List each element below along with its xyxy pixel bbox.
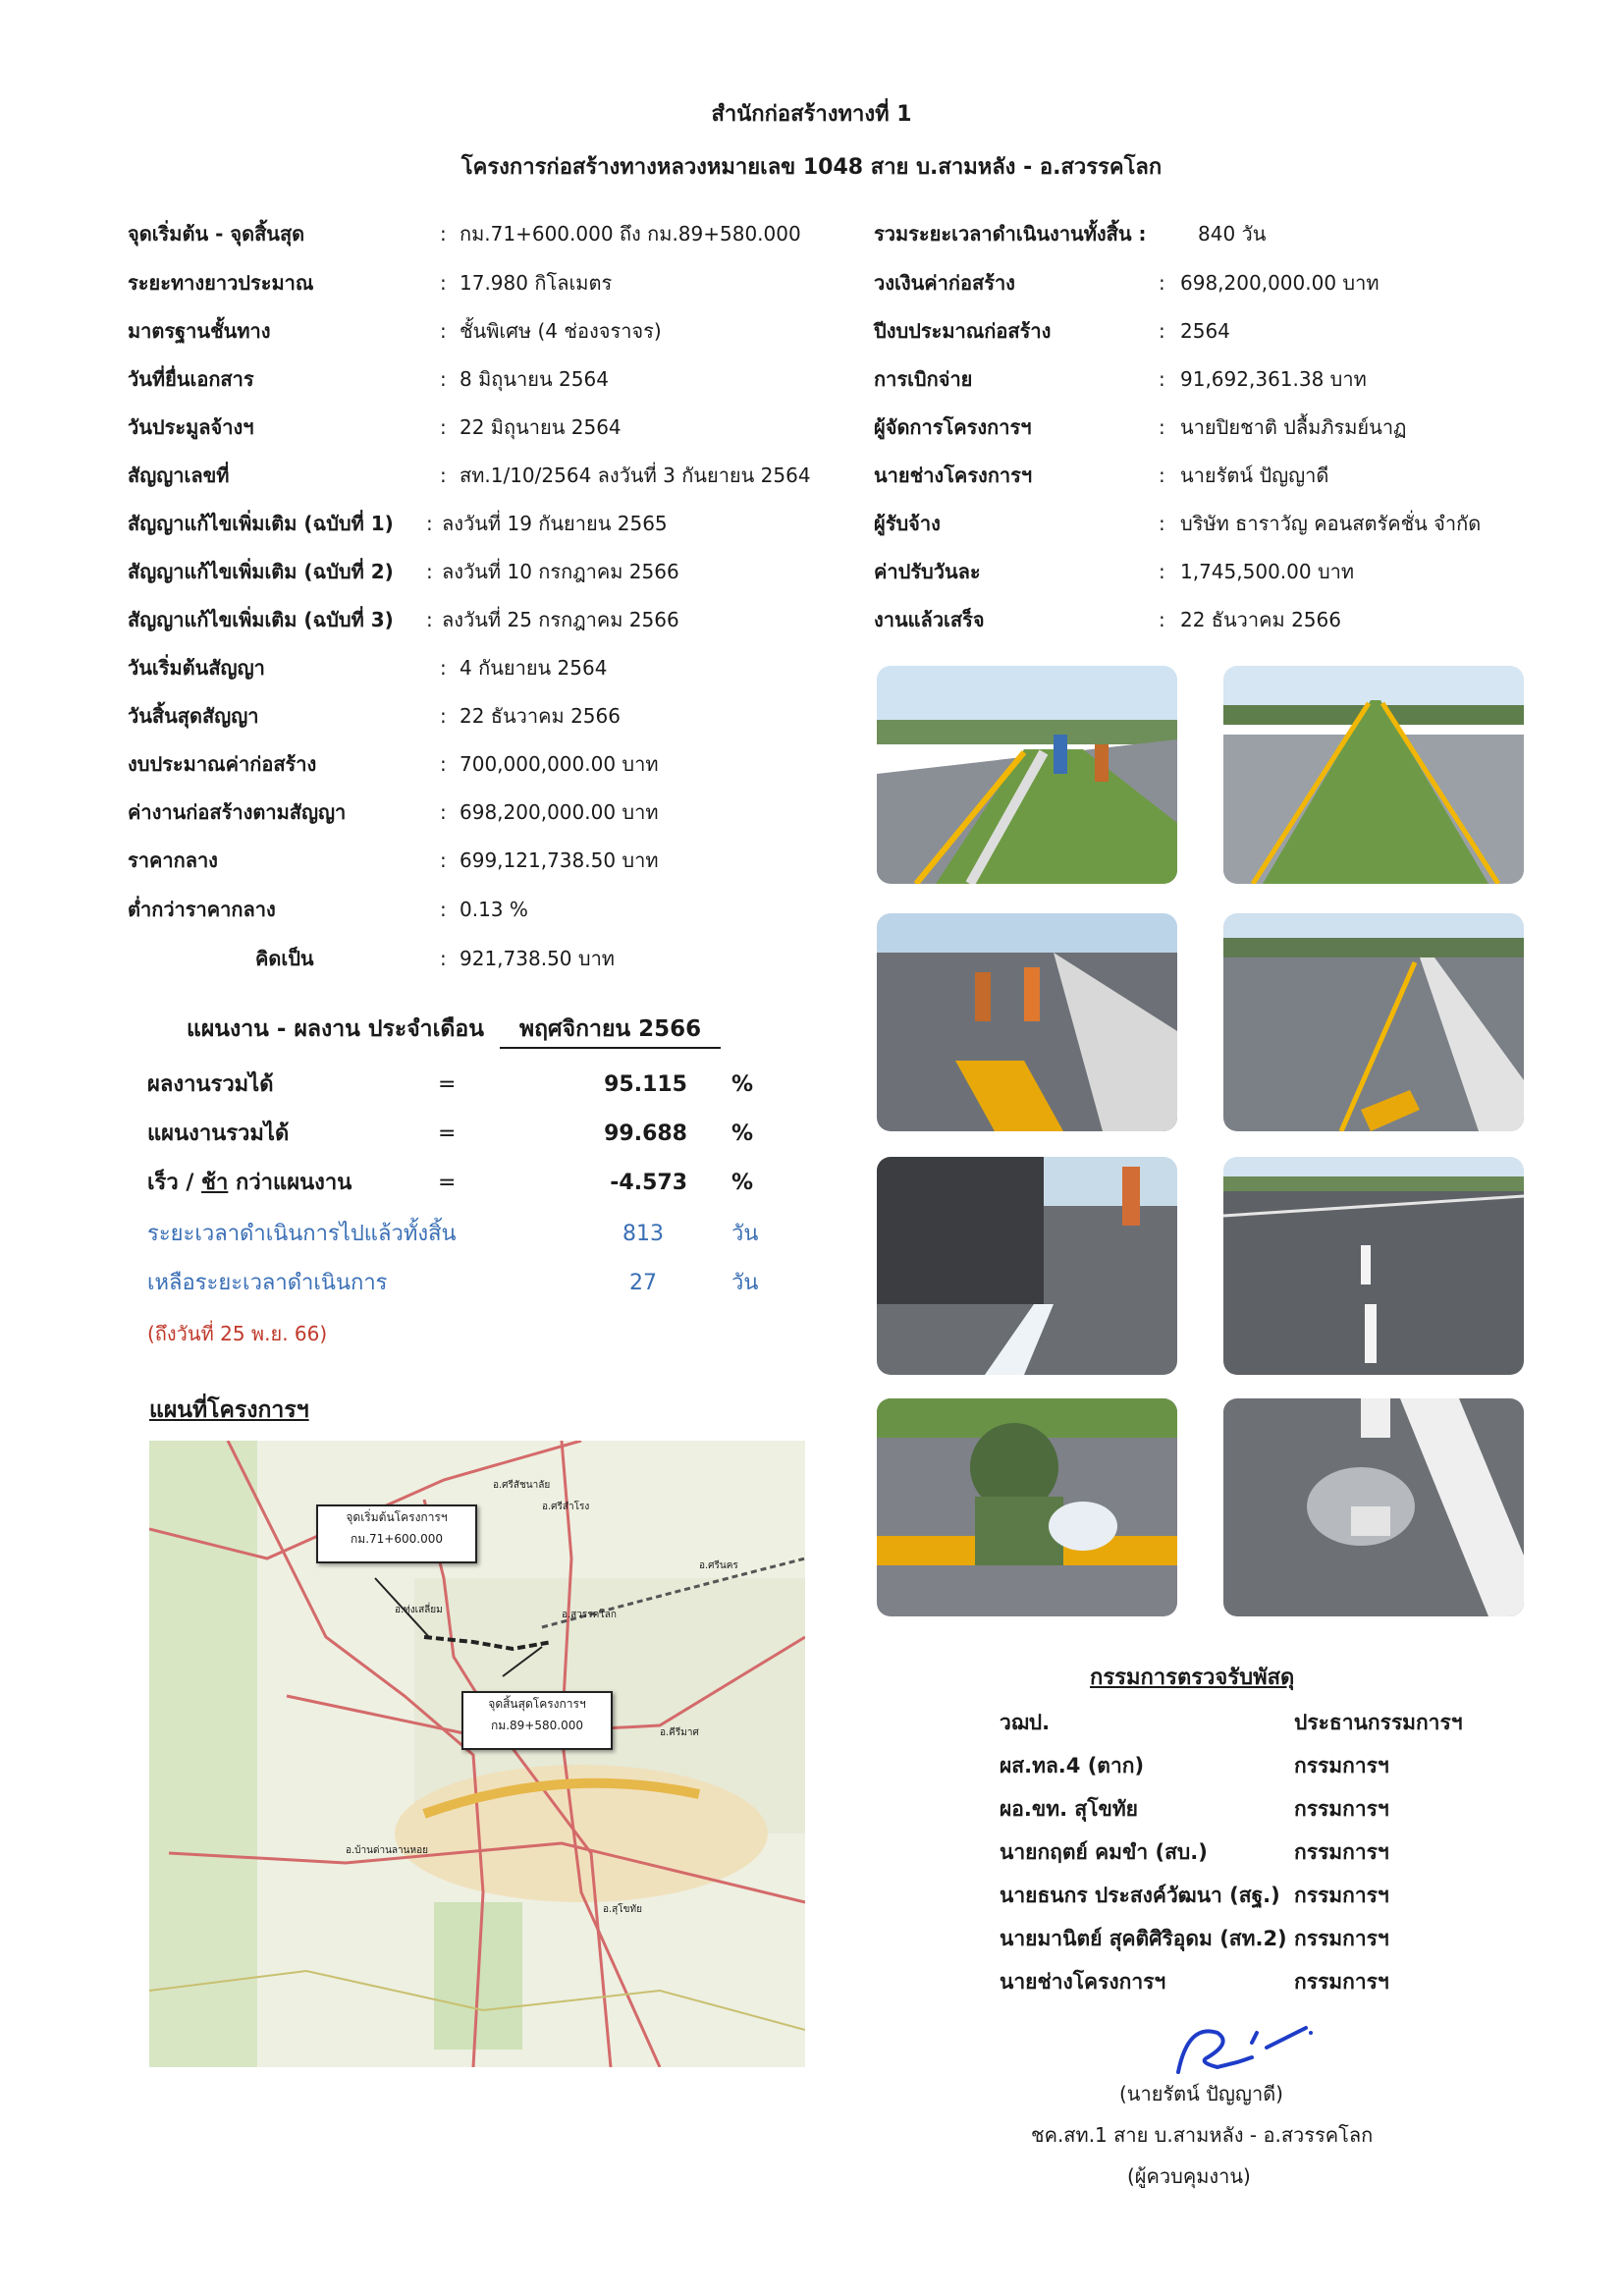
info-value: 8 มิถุนายน 2564 bbox=[460, 367, 609, 391]
info-value: ลงวันที่ 19 กันยายน 2565 bbox=[442, 512, 668, 535]
signature-role: (ผู้ควบคุมงาน) bbox=[1127, 2164, 1251, 2188]
info-value: 4 กันยายน 2564 bbox=[460, 656, 608, 680]
info-label: มาตรฐานชั้นทาง bbox=[128, 319, 271, 343]
signature-position: ชค.สท.1 สาย บ.สามหลัง - อ.สวรรคโลก bbox=[1031, 2123, 1374, 2147]
info-value: ลงวันที่ 10 กรกฎาคม 2566 bbox=[442, 560, 679, 583]
delay-slow: ช้า bbox=[201, 1171, 229, 1195]
info-label: สัญญาแก้ไขเพิ่มเติม (ฉบับที่ 1) bbox=[128, 512, 394, 535]
map-start-box bbox=[316, 1504, 477, 1563]
elapsed-unit: วัน bbox=[731, 1222, 759, 1246]
construction-photo bbox=[1223, 1398, 1524, 1616]
delay-rest: กว่าแผนงาน bbox=[228, 1171, 352, 1195]
progress-eq: = bbox=[438, 1072, 457, 1097]
info-label: ค่างานก่อสร้างตามสัญญา bbox=[128, 800, 347, 824]
info-label: สัญญาแก้ไขเพิ่มเติม (ฉบับที่ 3) bbox=[128, 608, 394, 631]
map-place: อ.ทุ่งเสลี่ยม bbox=[395, 1605, 443, 1615]
member-name: วฌป. bbox=[1000, 1711, 1051, 1734]
info-value: 698,200,000.00 บาท bbox=[1180, 271, 1380, 295]
info-label: ต่ำกว่าราคากลาง bbox=[128, 898, 276, 921]
committee-member bbox=[1000, 1832, 1389, 1872]
elapsed-value: 813 bbox=[622, 1222, 664, 1246]
member-name: นายกฤตย์ คมขำ (สบ.) bbox=[1000, 1840, 1208, 1864]
map-place: อ.ศรีนคร bbox=[699, 1560, 738, 1571]
project-title: โครงการก่อสร้างทางหลวงหมายเลข 1048 สาย บ.สามหลัง - อ.สวรรคโลก bbox=[460, 155, 1163, 180]
info-label: นายช่างโครงการฯ bbox=[874, 464, 1033, 487]
progress-eq: = bbox=[438, 1171, 457, 1195]
project-map bbox=[149, 1441, 805, 2067]
committee-member bbox=[1000, 1962, 1389, 2001]
map-heading: แผนที่โครงการฯ bbox=[149, 1397, 309, 1423]
as-of-date: (ถึงวันที่ 25 พ.ย. 66) bbox=[147, 1322, 328, 1345]
map-end-box bbox=[461, 1691, 613, 1750]
delay-fast: เร็ว / bbox=[147, 1171, 202, 1195]
info-label: ผู้รับจ้าง bbox=[874, 512, 941, 535]
info-label: ปีงบประมาณก่อสร้าง bbox=[874, 319, 1052, 343]
info-value: 698,200,000.00 บาท bbox=[460, 800, 659, 824]
progress-unit: % bbox=[731, 1121, 754, 1146]
map-start-line1: จุดเริ่มต้นโครงการฯ bbox=[346, 1510, 448, 1524]
info-label: งานแล้วเสร็จ bbox=[874, 608, 985, 631]
progress-value: 95.115 bbox=[604, 1072, 687, 1097]
info-value: บริษัท ธาราวัญ คอนสตรัคชั่น จำกัด bbox=[1180, 512, 1482, 535]
progress-unit: % bbox=[731, 1171, 754, 1195]
info-value: 699,121,738.50 บาท bbox=[460, 848, 659, 872]
info-label: สัญญาเลขที่ bbox=[128, 464, 230, 487]
member-name: ผอ.ขท. สุโขทัย bbox=[1000, 1797, 1138, 1821]
info-value: 0.13 % bbox=[460, 898, 528, 921]
info-value: 22 มิถุนายน 2564 bbox=[460, 415, 622, 439]
map-place: อ.ศรีสำโรง bbox=[542, 1502, 590, 1512]
map-start-line2: กม.71+600.000 bbox=[351, 1532, 443, 1546]
map-place: อ.สวรรคโลก bbox=[562, 1610, 617, 1620]
info-label: คิดเป็น bbox=[255, 947, 314, 970]
committee-member bbox=[1000, 1789, 1389, 1829]
progress-month: พฤศจิกายน 2566 bbox=[500, 1011, 721, 1049]
progress-label: ผลงานรวมได้ bbox=[147, 1072, 274, 1097]
office-title: สำนักก่อสร้างทางที่ 1 bbox=[711, 102, 912, 127]
member-role: ประธานกรรมการฯ bbox=[1294, 1711, 1463, 1734]
construction-photo bbox=[877, 1398, 1177, 1616]
info-label: รวมระยะเวลาดำเนินงานทั้งสิ้น : bbox=[874, 222, 1147, 246]
member-role: กรรมการฯ bbox=[1294, 1970, 1389, 1994]
info-label: งบประมาณค่าก่อสร้าง bbox=[128, 752, 317, 776]
map-end-line2: กม.89+580.000 bbox=[491, 1719, 583, 1732]
info-label: การเบิกจ่าย bbox=[874, 367, 973, 391]
info-label: ราคากลาง bbox=[128, 848, 218, 872]
committee-member bbox=[1000, 1703, 1463, 1742]
info-label: วันสิ้นสุดสัญญา bbox=[128, 704, 259, 728]
remaining-unit: วัน bbox=[731, 1271, 759, 1295]
info-value: 22 ธันวาคม 2566 bbox=[1180, 608, 1341, 631]
progress-eq: = bbox=[438, 1121, 457, 1146]
info-value: 91,692,361.38 บาท bbox=[1180, 367, 1367, 391]
map-place: อ.ศรีสัชนาลัย bbox=[493, 1480, 551, 1491]
info-value: ลงวันที่ 25 กรกฎาคม 2566 bbox=[442, 608, 679, 631]
progress-heading bbox=[187, 1011, 721, 1049]
member-name: นายธนกร ประสงค์วัฒนา (สฐ.) bbox=[1000, 1884, 1280, 1907]
committee-member bbox=[1000, 1876, 1389, 1915]
info-label: ค่าปรับวันละ bbox=[874, 560, 981, 583]
member-role: กรรมการฯ bbox=[1294, 1927, 1389, 1950]
info-value: นายรัตน์ ปัญญาดี bbox=[1180, 464, 1329, 487]
info-value: กม.71+600.000 ถึง กม.89+580.000 bbox=[460, 222, 801, 246]
map-end-line1: จุดสิ้นสุดโครงการฯ bbox=[488, 1697, 586, 1711]
info-label: ผู้จัดการโครงการฯ bbox=[874, 415, 1032, 439]
construction-photo bbox=[877, 1157, 1177, 1375]
info-value: นายปิยชาติ ปลื้มภิรมย์นาฏ bbox=[1180, 415, 1407, 439]
info-label: สัญญาแก้ไขเพิ่มเติม (ฉบับที่ 2) bbox=[128, 560, 394, 583]
info-value: 921,738.50 บาท bbox=[460, 947, 615, 970]
construction-photo bbox=[1223, 913, 1524, 1131]
info-label: วันประมูลจ้างฯ bbox=[128, 415, 254, 439]
construction-photo bbox=[1223, 666, 1524, 884]
signature-name: (นายรัตน์ ปัญญาดี) bbox=[1119, 2082, 1283, 2105]
info-value: ชั้นพิเศษ (4 ช่องจราจร) bbox=[460, 319, 662, 343]
delay-label bbox=[147, 1164, 352, 1203]
committee-heading: กรรมการตรวจรับพัสดุ bbox=[1090, 1666, 1295, 1690]
member-name: ผส.ทล.4 (ตาก) bbox=[1000, 1754, 1145, 1777]
progress-label: แผนงานรวมได้ bbox=[147, 1121, 290, 1146]
construction-photo bbox=[877, 913, 1177, 1131]
info-label: จุดเริ่มต้น - จุดสิ้นสุด bbox=[128, 222, 305, 246]
member-role: กรรมการฯ bbox=[1294, 1884, 1389, 1907]
remaining-value: 27 bbox=[629, 1271, 657, 1295]
info-label: วันที่ยื่นเอกสาร bbox=[128, 367, 254, 391]
remaining-label: เหลือระยะเวลาดำเนินการ bbox=[147, 1271, 388, 1295]
progress-unit: % bbox=[731, 1072, 754, 1097]
info-value: 1,745,500.00 บาท bbox=[1180, 560, 1355, 583]
map-place: อ.คีรีมาศ bbox=[660, 1727, 699, 1738]
committee-member bbox=[1000, 1746, 1389, 1785]
member-role: กรรมการฯ bbox=[1294, 1797, 1389, 1821]
info-value: 840 วัน bbox=[1198, 222, 1267, 246]
progress-value: -4.573 bbox=[610, 1171, 687, 1195]
map-place: อ.สุโขทัย bbox=[603, 1904, 642, 1915]
info-value: 700,000,000.00 บาท bbox=[460, 752, 659, 776]
member-role: กรรมการฯ bbox=[1294, 1754, 1389, 1777]
info-label: ระยะทางยาวประมาณ bbox=[128, 271, 314, 295]
member-name: นายช่างโครงการฯ bbox=[1000, 1970, 1166, 1994]
elapsed-label: ระยะเวลาดำเนินการไปแล้วทั้งสิ้น bbox=[147, 1222, 457, 1246]
info-value: 17.980 กิโลเมตร bbox=[460, 271, 613, 295]
construction-photo bbox=[877, 666, 1177, 884]
progress-value: 99.688 bbox=[604, 1121, 687, 1146]
construction-photo bbox=[1223, 1157, 1524, 1375]
committee-member bbox=[1000, 1919, 1389, 1958]
info-label: วงเงินค่าก่อสร้าง bbox=[874, 271, 1015, 295]
info-value: 2564 bbox=[1180, 319, 1230, 343]
progress-heading-label: แผนงาน - ผลงาน ประจำเดือน bbox=[187, 1016, 484, 1042]
map-place: อ.บ้านด่านลานหอย bbox=[346, 1845, 428, 1856]
info-label: วันเริ่มต้นสัญญา bbox=[128, 656, 265, 680]
info-value: 22 ธันวาคม 2566 bbox=[460, 704, 621, 728]
member-role: กรรมการฯ bbox=[1294, 1840, 1389, 1864]
info-value: สท.1/10/2564 ลงวันที่ 3 กันยายน 2564 bbox=[460, 464, 811, 487]
member-name: นายมานิตย์ สุคติศิริอุดม (สท.2) bbox=[1000, 1927, 1287, 1950]
